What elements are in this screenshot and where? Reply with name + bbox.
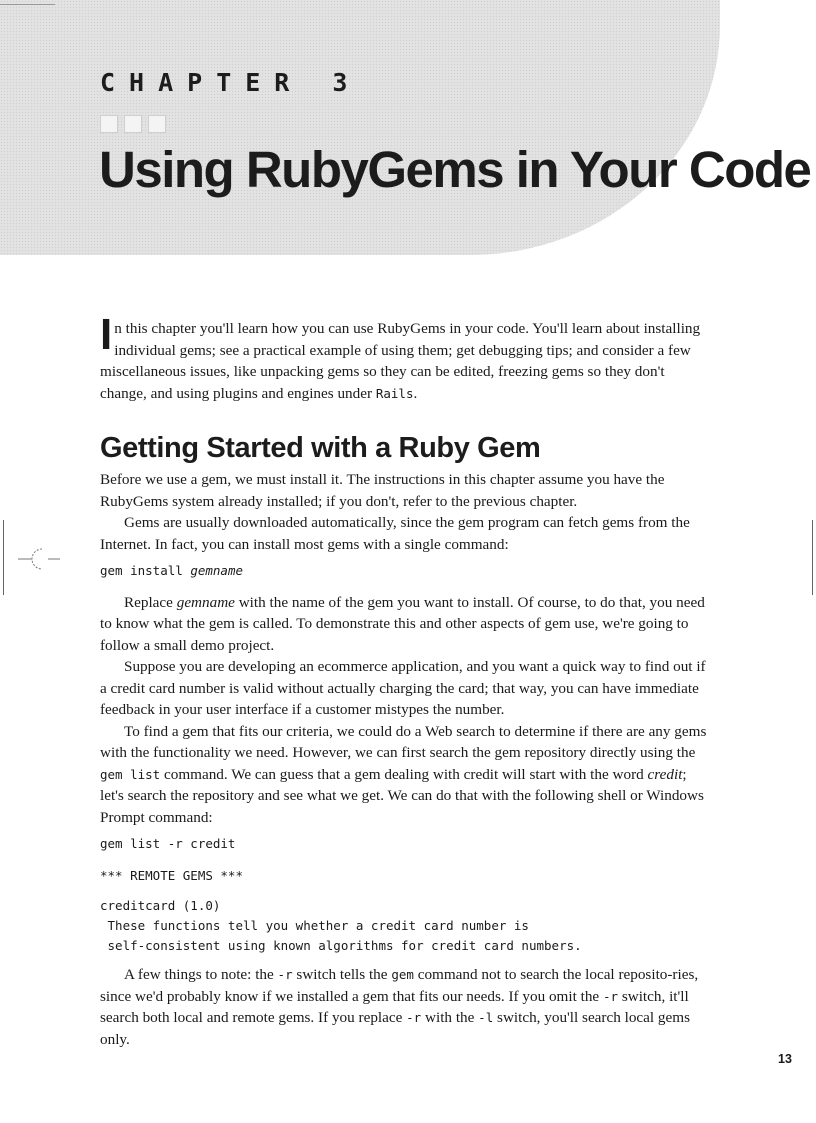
- ornament-square: [124, 115, 142, 133]
- crop-mark-right: [812, 520, 813, 595]
- ornament-square: [100, 115, 118, 133]
- ornament-square: [148, 115, 166, 133]
- code-line: These functions tell you whether a credit card number is: [100, 918, 529, 933]
- drop-cap: I: [100, 310, 113, 359]
- code-block: [100, 896, 712, 956]
- code-block: gem install gemname: [100, 563, 243, 578]
- code-line: creditcard (1.0): [100, 898, 221, 913]
- paragraph: To find a gem that fits our criteria, we could do a Web search to determine if there are any gems with the functionality we need. However, we can first search the gem repository directly using the gem list command. We can guess that a gem dealing with credit will start with the word credit; let's search the repository and see what we get. We can do that with the following shell or Windows Prompt command:: [100, 722, 707, 826]
- section-heading: Getting Started with a Ruby Gem: [100, 432, 541, 464]
- crop-mark-top: [0, 4, 55, 5]
- registration-mark-icon: [6, 545, 61, 575]
- paragraph: Gems are usually downloaded automatically, since the gem program can fetch gems from the Internet. In fact, you can install most gems with a single command:: [100, 514, 690, 553]
- intro-paragraph: In this chapter you'll learn how you can use RubyGems in your code. You'll learn about installing individual gems; see a practical example of using them; get debugging tips; and consider a few miscellaneous issues, like unpacking gems so they can be edited, freezing gems so they don't change, and using plugins and engines under Rails.: [100, 310, 701, 402]
- code-line: self-consistent using known algorithms for credit card numbers.: [100, 938, 582, 953]
- chapter-label: CHAPTER 3: [100, 68, 362, 97]
- crop-mark-left: [3, 520, 4, 595]
- paragraph: Before we use a gem, we must install it. The instructions in this chapter assume you have the RubyGems system already installed; if you don't, refer to the previous chapter.: [100, 471, 665, 510]
- code-block: gem list -r credit: [100, 836, 236, 851]
- code-block: *** REMOTE GEMS ***: [100, 867, 243, 883]
- chapter-title: Using RubyGems in Your Code: [99, 141, 811, 198]
- chapter-ornament: [100, 115, 166, 133]
- page-number: 13: [778, 1052, 792, 1066]
- paragraph: A few things to note: the -r switch tells the gem command not to search the local reposito-ries, since we'd probably know if we installed a gem that fits our needs. If you omit the -r switch, it'll search both local and remote gems. If you replace -r with the -l switch, you'll search local gems only.: [100, 966, 699, 1048]
- paragraph: Replace gemname with the name of the gem you want to install. Of course, to do that, you need to know what the gem is called. To demonstrate this and other aspects of gem use, we're going to follow a small demo project.: [100, 593, 705, 654]
- page-body: [100, 310, 712, 1050]
- paragraph: Suppose you are developing an ecommerce application, and you want a quick way to find out if a credit card number is valid without actually charging the card; that way, you can have immediate feedback in your user interface if a customer mistypes the number.: [100, 658, 706, 718]
